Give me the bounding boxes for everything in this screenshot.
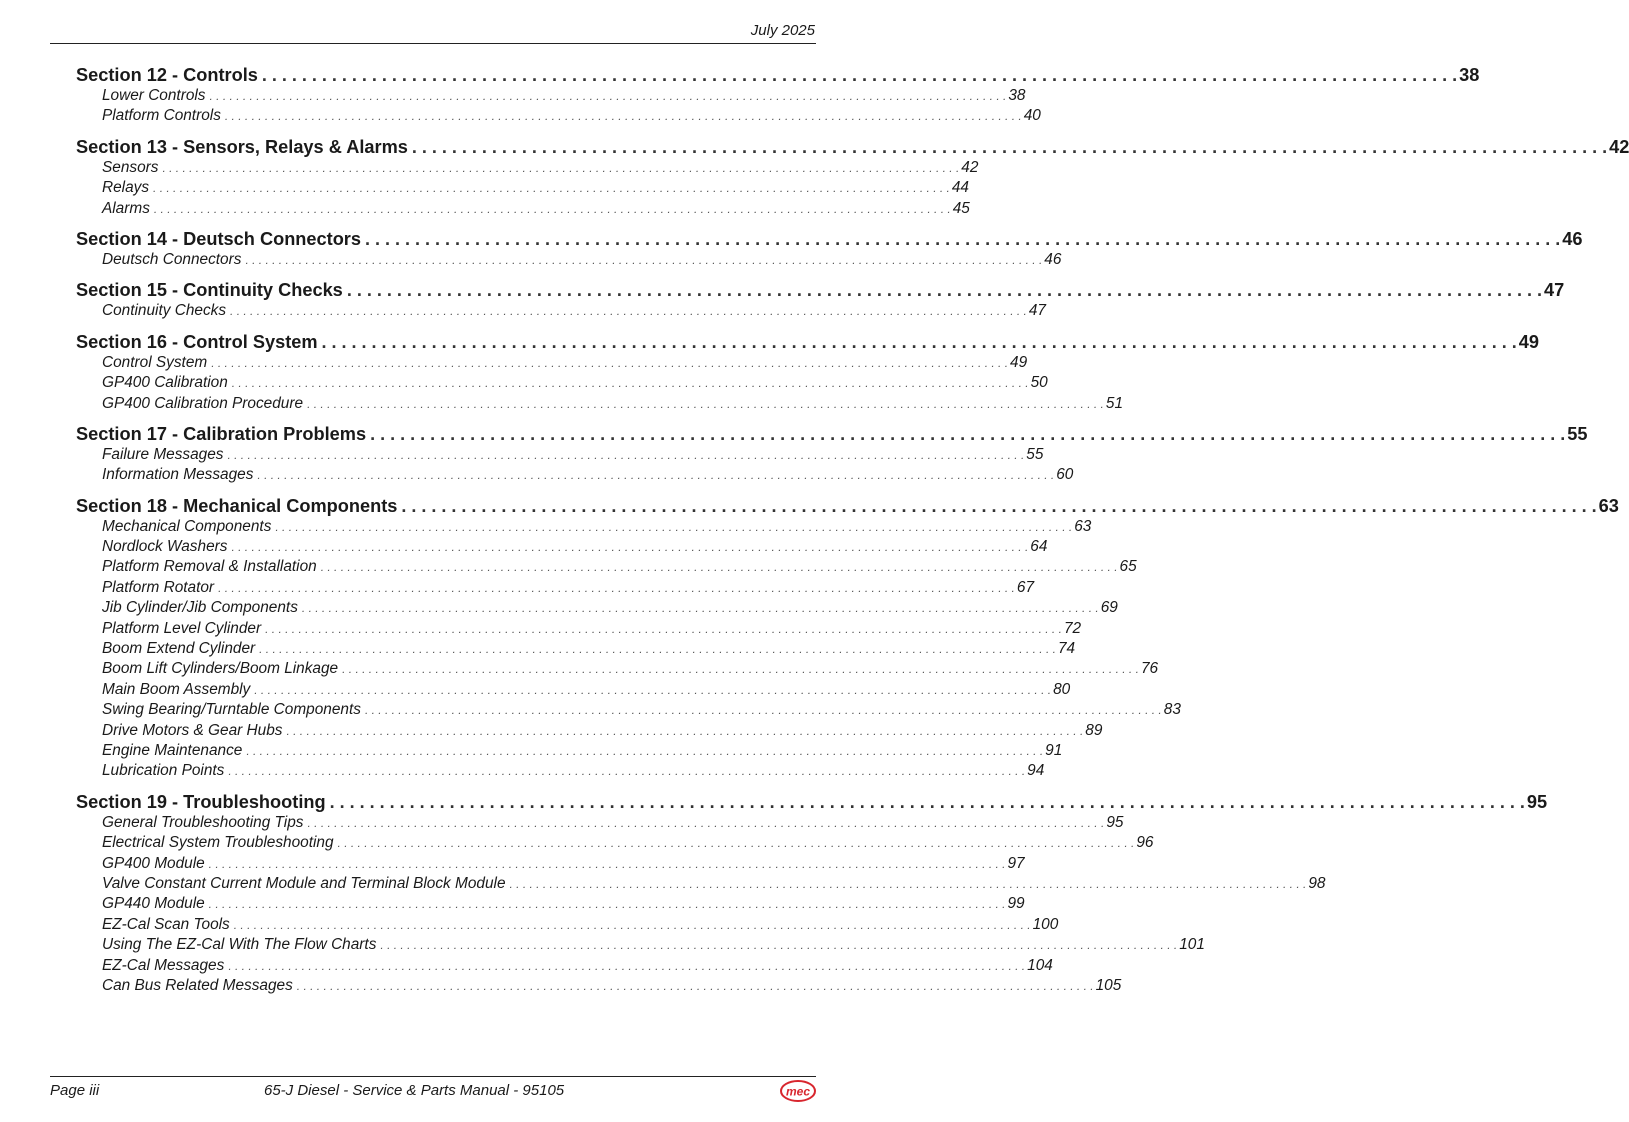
dot-leader: . . . . . . . . . . . . . . . . . . . . . . . . . . . . . . . . . . . . . . . . . . . . . . . . . . . . . . . . . . . . . . . . . . . . . . . . . . . . . . . . . . . . . . . . . . . . . . . . . . . . . . . . . . . . . . . . . . . . . . . . [208,856,1006,871]
toc-entry-page: 44 [951,179,969,197]
toc-entry-page: 94 [1027,762,1045,780]
toc-entry-page: 67 [1016,578,1035,596]
toc-entry-page: 80 [1053,680,1071,698]
toc-entry-page: 64 [1030,538,1048,556]
dot-leader: . . . . . . . . . . . . . . . . . . . . . . . . . . . . . . . . . . . . . . . . . . . . . . . . . . . . . . . . . . . . . . . . . . . . . . . . . . . . . . . . . . . . . . . . . . . . . . . . . . . . . . . . . . . . . . . . . . . . . . . . [321,331,1517,352]
toc-entry-title: Jib Cylinder/Jib Components [102,598,302,618]
toc-entry[interactable] [76,373,1048,393]
toc-entry[interactable] [76,976,1122,996]
dot-leader: . . . . . . . . . . . . . . . . . . . . . . . . . . . . . . . . . . . . . . . . . . . . . . . . . . . . . . . . . . . . . . . . . . . . . . . . . . . . . . . . . . . . . . . . . . . . . . . . . . . . . . . . . . . . . . . . . . . . . . . . [228,958,1026,973]
dot-leader: . . . . . . . . . . . . . . . . . . . . . . . . . . . . . . . . . . . . . . . . . . . . . . . . . . . . . . . . . . . . . . . . . . . . . . . . . . . . . . . . . . . . . . . . . . . . . . . . . . . . . . . . . . . . . . . . . . . . . . . . [307,815,1105,830]
dot-leader: . . . . . . . . . . . . . . . . . . . . . . . . . . . . . . . . . . . . . . . . . . . . . . . . . . . . . . . . . . . . . . . . . . . . . . . . . . . . . . . . . . . . . . . . . . . . . . . . . . . . . . . . . . . . . . . . . . . . . . . . [231,540,1029,555]
toc-entry-title: Engine Maintenance [102,741,246,761]
dot-leader: . . . . . . . . . . . . . . . . . . . . . . . . . . . . . . . . . . . . . . . . . . . . . . . . . . . . . . . . . . . . . . . . . . . . . . . . . . . . . . . . . . . . . . . . . . . . . . . . . . . . . . . . . . . . . . . . . . . . . . . . [153,201,951,216]
toc-entry-page: 99 [1007,895,1025,913]
toc-entry-page: 83 [1163,701,1181,719]
dot-leader: . . . . . . . . . . . . . . . . . . . . . . . . . . . . . . . . . . . . . . . . . . . . . . . . . . . . . . . . . . . . . . . . . . . . . . . . . . . . . . . . . . . . . . . . . . . . . . . . . . . . . . . . . . . . . . . . . . . . . . . . [245,252,1043,267]
toc-entry[interactable] [76,700,1181,720]
dot-leader: . . . . . . . . . . . . . . . . . . . . . . . . . . . . . . . . . . . . . . . . . . . . . . . . . . . . . . . . . . . . . . . . . . . . . . . . . . . . . . . . . . . . . . . . . . . . . . . . . . . . . . . . . . . . . . . . . . . . . . . . [275,519,1073,534]
dot-leader: . . . . . . . . . . . . . . . . . . . . . . . . . . . . . . . . . . . . . . . . . . . . . . . . . . . . . . . . . . . . . . . . . . . . . . . . . . . . . . . . . . . . . . . . . . . . . . . . . . . . . . . . . . . . . . . . . . . . . . . . [370,423,1566,444]
dot-leader: . . . . . . . . . . . . . . . . . . . . . . . . . . . . . . . . . . . . . . . . . . . . . . . . . . . . . . . . . . . . . . . . . . . . . . . . . . . . . . . . . . . . . . . . . . . . . . . . . . . . . . . . . . . . . . . . . . . . . . . . [254,682,1052,697]
toc-entry-title: Mechanical Components [102,517,275,537]
toc-entry[interactable] [76,86,1026,106]
toc-entry-page: 105 [1095,976,1122,994]
toc-section [76,228,1583,270]
toc-section [76,423,1588,486]
dot-leader: . . . . . . . . . . . . . . . . . . . . . . . . . . . . . . . . . . . . . . . . . . . . . . . . . . . . . . . . . . . . . . . . . . . . . . . . . . . . . . . . . . . . . . . . . . . . . . . . . . . . . . . . . . . . . . . . . . . . . . . . [509,876,1307,891]
toc-entry[interactable] [76,854,1025,874]
section-heading[interactable] [76,136,1629,158]
toc-entry-page: 91 [1045,741,1063,759]
footer [50,1080,816,1104]
toc-entry-title: Using The EZ-Cal With The Flow Charts [102,935,380,955]
footer-page-number: Page iii [50,1082,100,1099]
dot-leader: . . . . . . . . . . . . . . . . . . . . . . . . . . . . . . . . . . . . . . . . . . . . . . . . . . . . . . . . . . . . . . . . . . . . . . . . . . . . . . . . . . . . . . . . . . . . . . . . . . . . . . . . . . . . . . . . . . . . . . . . [320,560,1118,575]
toc-entry-title: Failure Messages [102,445,227,465]
toc-entry-page: 47 [1028,302,1046,320]
toc-entry[interactable] [76,537,1048,557]
dot-leader: . . . . . . . . . . . . . . . . . . . . . . . . . . . . . . . . . . . . . . . . . . . . . . . . . . . . . . . . . . . . . . . . . . . . . . . . . . . . . . . . . . . . . . . . . . . . . . . . . . . . . . . . . . . . . . . . . . . . . . . . [257,468,1055,483]
toc-entry-page: 100 [1032,915,1059,933]
toc-entry[interactable] [76,199,970,219]
toc-entry[interactable] [76,956,1053,976]
toc-entry[interactable] [76,894,1025,914]
section-heading[interactable] [76,791,1548,813]
dot-leader: . . . . . . . . . . . . . . . . . . . . . . . . . . . . . . . . . . . . . . . . . . . . . . . . . . . . . . . . . . . . . . . . . . . . . . . . . . . . . . . . . . . . . . . . . . . . . . . . . . . . . . . . . . . . . . . . . . . . . . . . [296,978,1094,993]
dot-leader: . . . . . . . . . . . . . . . . . . . . . . . . . . . . . . . . . . . . . . . . . . . . . . . . . . . . . . . . . . . . . . . . . . . . . . . . . . . . . . . . . . . . . . . . . . . . . . . . . . . . . . . . . . . . . . . . . . . . . . . . [307,396,1104,411]
toc-entry[interactable] [76,250,1062,270]
toc-entry[interactable] [76,598,1118,618]
section-heading[interactable] [76,423,1588,445]
section-heading[interactable] [76,331,1540,353]
toc-entry-page: 45 [952,199,970,217]
section-heading-title: Section 19 - Troubleshooting [76,791,330,813]
toc-entry[interactable] [76,619,1082,639]
toc-entry-title: Boom Lift Cylinders/Boom Linkage [102,659,342,679]
dot-leader: . . . . . . . . . . . . . . . . . . . . . . . . . . . . . . . . . . . . . . . . . . . . . . . . . . . . . . . . . . . . . . . . . . . . . . . . . . . . . . . . . . . . . . . . . . . . . . . . . . . . . . . . . . . . . . . . . . . . . . . . [380,938,1178,953]
toc-entry[interactable] [76,915,1059,935]
dot-leader: . . . . . . . . . . . . . . . . . . . . . . . . . . . . . . . . . . . . . . . . . . . . . . . . . . . . . . . . . . . . . . . . . . . . . . . . . . . . . . . . . . . . . . . . . . . . . . . . . . . . . . . . . . . . . . . . . . . . . . . . [286,723,1084,738]
toc-entry-title: GP400 Calibration Procedure [102,394,307,414]
section-heading-page: 47 [1544,280,1565,301]
section-heading-page: 42 [1609,136,1629,157]
dot-leader: . . . . . . . . . . . . . . . . . . . . . . . . . . . . . . . . . . . . . . . . . . . . . . . . . . . . . . . . . . . . . . . . . . . . . . . . . . . . . . . . . . . . . . . . . . . . . . . . . . . . . . . . . . . . . . . . . . . . . . . . [227,447,1025,462]
toc-entry-page: 49 [1010,353,1028,371]
section-heading[interactable] [76,228,1583,250]
toc-entry-page: 97 [1007,854,1025,872]
section-heading-page: 95 [1526,791,1548,812]
dot-leader: . . . . . . . . . . . . . . . . . . . . . . . . . . . . . . . . . . . . . . . . . . . . . . . . . . . . . . . . . . . . . . . . . . . . . . . . . . . . . . . . . . . . . . . . . . . . . . . . . . . . . . . . . . . . . . . . . . . . . . . . [337,836,1135,851]
toc-entry[interactable] [76,445,1044,465]
toc-entry-title: Nordlock Washers [102,537,231,557]
toc-section [76,331,1540,414]
toc-entry-title: Valve Constant Current Module and Terminal Block Module [102,874,510,894]
toc-entry[interactable] [76,874,1326,894]
toc-entry[interactable] [76,639,1076,659]
section-heading-title: Section 17 - Calibration Problems [76,423,370,445]
dot-leader: . . . . . . . . . . . . . . . . . . . . . . . . . . . . . . . . . . . . . . . . . . . . . . . . . . . . . . . . . . . . . . . . . . . . . . . . . . . . . . . . . . . . . . . . . . . . . . . . . . . . . . . . . . . . . . . . . . . . . . . . [209,89,1007,103]
toc-entry-title: GP440 Module [102,894,209,914]
dot-leader: . . . . . . . . . . . . . . . . . . . . . . . . . . . . . . . . . . . . . . . . . . . . . . . . . . . . . . . . . . . . . . . . . . . . . . . . . . . . . . . . . . . . . . . . . . . . . . . . . . . . . . . . . . . . . . . . . . . . . . . . [162,160,960,175]
toc-section [76,495,1619,782]
mec-logo-icon [780,1080,816,1102]
toc-entry-title: Platform Removal & Installation [102,557,321,577]
dot-leader: . . . . . . . . . . . . . . . . . . . . . . . . . . . . . . . . . . . . . . . . . . . . . . . . . . . . . . . . . . . . . . . . . . . . . . . . . . . . . . . . . . . . . . . . . . . . . . . . . . . . . . . . . . . . . . . . . . . . . . . . [401,495,1597,516]
toc-entry-page: 69 [1100,599,1118,617]
dot-leader: . . . . . . . . . . . . . . . . . . . . . . . . . . . . . . . . . . . . . . . . . . . . . . . . . . . . . . . . . . . . . . . . . . . . . . . . . . . . . . . . . . . . . . . . . . . . . . . . . . . . . . . . . . . . . . . . . . . . . . . . [301,601,1099,616]
toc-entry[interactable] [76,301,1046,321]
toc-entry-title: Lubrication Points [102,761,228,781]
toc-entry-title: Electrical System Troubleshooting [102,833,338,853]
dot-leader: . . . . . . . . . . . . . . . . . . . . . . . . . . . . . . . . . . . . . . . . . . . . . . . . . . . . . . . . . . . . . . . . . . . . . . . . . . . . . . . . . . . . . . . . . . . . . . . . . . . . . . . . . . . . . . . . . . . . . . . . [364,703,1162,718]
section-heading-page: 55 [1567,423,1588,444]
dot-leader: . . . . . . . . . . . . . . . . . . . . . . . . . . . . . . . . . . . . . . . . . . . . . . . . . . . . . . . . . . . . . . . . . . . . . . . . . . . . . . . . . . . . . . . . . . . . . . . . . . . . . . . . . . . . . . . . . . . . . . . . [246,743,1044,758]
toc-entry-page: 42 [961,158,979,176]
toc-entry[interactable] [76,813,1124,833]
table-of-contents [76,64,1629,1005]
mec-logo-text: mec [785,1084,811,1099]
toc-entry-page: 46 [1044,250,1062,268]
dot-leader: . . . . . . . . . . . . . . . . . . . . . . . . . . . . . . . . . . . . . . . . . . . . . . . . . . . . . . . . . . . . . . . . . . . . . . . . . . . . . . . . . . . . . . . . . . . . . . . . . . . . . . . . . . . . . . . . . . . . . . . . [259,642,1056,657]
toc-entry-title: Platform Level Cylinder [102,619,265,639]
toc-entry[interactable] [76,680,1071,700]
toc-entry-page: 98 [1308,874,1326,892]
toc-entry[interactable] [76,465,1074,485]
dot-leader: . . . . . . . . . . . . . . . . . . . . . . . . . . . . . . . . . . . . . . . . . . . . . . . . . . . . . . . . . . . . . . . . . . . . . . . . . . . . . . . . . . . . . . . . . . . . . . . . . . . . . . . . . . . . . . . . . . . . . . . . [365,228,1561,249]
toc-entry-title: Alarms [102,199,154,219]
toc-entry-title: Platform Controls [102,106,225,126]
section-heading-page: 46 [1562,228,1583,249]
dot-leader: . . . . . . . . . . . . . . . . . . . . . . . . . . . . . . . . . . . . . . . . . . . . . . . . . . . . . . . . . . . . . . . . . . . . . . . . . . . . . . . . . . . . . . . . . . . . . . . . . . . . . . . . . . . . . . . . . . . . . . . . [411,136,1608,157]
section-heading-page: 63 [1598,495,1619,516]
toc-entry-page: 40 [1023,107,1041,125]
toc-entry-title: Sensors [102,158,162,178]
dot-leader: . . . . . . . . . . . . . . . . . . . . . . . . . . . . . . . . . . . . . . . . . . . . . . . . . . . . . . . . . . . . . . . . . . . . . . . . . . . . . . . . . . . . . . . . . . . . . . . . . . . . . . . . . . . . . . . . . . . . . . . . [153,181,950,196]
footer-manual-title: 65-J Diesel - Service & Parts Manual - 95105 [264,1082,565,1099]
toc-entry[interactable] [76,935,1205,955]
section-heading-title: Section 16 - Control System [76,331,322,353]
toc-section [76,791,1548,997]
toc-entry-title: Deutsch Connectors [102,250,245,270]
footer-rule [50,1076,816,1077]
toc-entry-title: GP400 Calibration [102,373,232,393]
section-heading-title: Section 15 - Continuity Checks [76,279,347,301]
toc-entry[interactable] [76,761,1045,781]
toc-entry-title: EZ-Cal Messages [102,956,228,976]
section-heading[interactable] [76,64,1480,86]
toc-entry[interactable] [76,394,1124,414]
dot-leader: . . . . . . . . . . . . . . . . . . . . . . . . . . . . . . . . . . . . . . . . . . . . . . . . . . . . . . . . . . . . . . . . . . . . . . . . . . . . . . . . . . . . . . . . . . . . . . . . . . . . . . . . . . . . . . . . . . . . . . . . [233,917,1031,932]
toc-entry[interactable] [76,557,1137,577]
toc-entry-page: 63 [1074,517,1092,535]
section-heading-title: Section 12 - Controls [76,64,262,86]
toc-entry-title: GP400 Module [102,854,209,874]
toc-entry[interactable] [76,741,1063,761]
section-heading-title: Section 14 - Deutsch Connectors [76,228,365,250]
dot-leader: . . . . . . . . . . . . . . . . . . . . . . . . . . . . . . . . . . . . . . . . . . . . . . . . . . . . . . . . . . . . . . . . . . . . . . . . . . . . . . . . . . . . . . . . . . . . . . . . . . . . . . . . . . . . . . . . . . . . . . . . [265,621,1062,636]
toc-section [76,64,1480,127]
toc-entry[interactable] [76,178,969,198]
toc-section [76,136,1629,219]
dot-leader: . . . . . . . . . . . . . . . . . . . . . . . . . . . . . . . . . . . . . . . . . . . . . . . . . . . . . . . . . . . . . . . . . . . . . . . . . . . . . . . . . . . . . . . . . . . . . . . . . . . . . . . . . . . . . . . . . . . . . . . . [211,355,1009,370]
toc-entry-title: Can Bus Related Messages [102,976,297,996]
dot-leader: . . . . . . . . . . . . . . . . . . . . . . . . . . . . . . . . . . . . . . . . . . . . . . . . . . . . . . . . . . . . . . . . . . . . . . . . . . . . . . . . . . . . . . . . . . . . . . . . . . . . . . . . . . . . . . . . . . . . . . . . [342,662,1139,677]
toc-entry-page: 65 [1119,558,1137,576]
toc-entry-page: 101 [1179,936,1205,954]
toc-entry-title: Continuity Checks [102,301,230,321]
dot-leader: . . . . . . . . . . . . . . . . . . . . . . . . . . . . . . . . . . . . . . . . . . . . . . . . . . . . . . . . . . . . . . . . . . . . . . . . . . . . . . . . . . . . . . . . . . . . . . . . . . . . . . . . . . . . . . . . . . . . . . . . [228,764,1026,779]
dot-leader: . . . . . . . . . . . . . . . . . . . . . . . . . . . . . . . . . . . . . . . . . . . . . . . . . . . . . . . . . . . . . . . . . . . . . . . . . . . . . . . . . . . . . . . . . . . . . . . . . . . . . . . . . . . . . . . . . . . . . . . . [230,304,1027,319]
toc-entry[interactable] [76,353,1028,373]
dot-leader: . . . . . . . . . . . . . . . . . . . . . . . . . . . . . . . . . . . . . . . . . . . . . . . . . . . . . . . . . . . . . . . . . . . . . . . . . . . . . . . . . . . . . . . . . . . . . . . . . . . . . . . . . . . . . . . . . . . . . . . . [346,280,1543,301]
toc-entry-title: General Troubleshooting Tips [102,813,307,833]
toc-entry[interactable] [76,578,1035,598]
dot-leader: . . . . . . . . . . . . . . . . . . . . . . . . . . . . . . . . . . . . . . . . . . . . . . . . . . . . . . . . . . . . . . . . . . . . . . . . . . . . . . . . . . . . . . . . . . . . . . . . . . . . . . . . . . . . . . . . . . . . . . . . [218,580,1015,595]
dot-leader: . . . . . . . . . . . . . . . . . . . . . . . . . . . . . . . . . . . . . . . . . . . . . . . . . . . . . . . . . . . . . . . . . . . . . . . . . . . . . . . . . . . . . . . . . . . . . . . . . . . . . . . . . . . . . . . . . . . . . . . . [329,791,1525,812]
toc-entry-title: Swing Bearing/Turntable Components [102,700,365,720]
toc-entry-title: Main Boom Assembly [102,680,254,700]
section-heading-title: Section 18 - Mechanical Components [76,495,401,517]
toc-entry-page: 95 [1106,813,1124,831]
header-rule [50,43,816,44]
dot-leader: . . . . . . . . . . . . . . . . . . . . . . . . . . . . . . . . . . . . . . . . . . . . . . . . . . . . . . . . . . . . . . . . . . . . . . . . . . . . . . . . . . . . . . . . . . . . . . . . . . . . . . . . . . . . . . . . . . . . . . . . [208,897,1006,912]
toc-entry-page: 104 [1027,956,1053,974]
toc-entry-title: EZ-Cal Scan Tools [102,915,234,935]
toc-entry-page: 60 [1056,466,1074,484]
toc-entry-page: 96 [1136,834,1154,852]
section-heading-page: 49 [1518,331,1540,352]
toc-entry-title: Control System [102,353,211,373]
toc-entry-page: 72 [1063,619,1082,637]
toc-entry[interactable] [76,106,1041,126]
toc-entry[interactable] [76,517,1092,537]
toc-entry-page: 51 [1105,394,1124,412]
toc-entry[interactable] [76,659,1159,679]
header-date: July 2025 [750,22,815,39]
toc-entry-title: Information Messages [102,465,257,485]
toc-entry-page: 76 [1140,660,1159,678]
section-heading[interactable] [76,279,1565,301]
dot-leader: . . . . . . . . . . . . . . . . . . . . . . . . . . . . . . . . . . . . . . . . . . . . . . . . . . . . . . . . . . . . . . . . . . . . . . . . . . . . . . . . . . . . . . . . . . . . . . . . . . . . . . . . . . . . . . . . . . . . . . . . [231,376,1029,391]
toc-entry-page: 74 [1057,640,1076,658]
toc-entry[interactable] [76,158,979,178]
toc-entry[interactable] [76,721,1103,741]
toc-entry-page: 89 [1085,721,1103,739]
toc-entry-title: Drive Motors & Gear Hubs [102,721,286,741]
section-heading[interactable] [76,495,1619,517]
toc-entry-page: 55 [1026,445,1044,463]
dot-leader: . . . . . . . . . . . . . . . . . . . . . . . . . . . . . . . . . . . . . . . . . . . . . . . . . . . . . . . . . . . . . . . . . . . . . . . . . . . . . . . . . . . . . . . . . . . . . . . . . . . . . . . . . . . . . . . . . . . . . . . . [224,109,1022,124]
toc-entry-page: 38 [1008,87,1026,104]
toc-entry-title: Platform Rotator [102,578,218,598]
toc-entry-title: Boom Extend Cylinder [102,639,259,659]
toc-entry-title: Relays [102,178,153,198]
toc-section [76,279,1565,321]
toc-entry-page: 50 [1030,374,1048,392]
dot-leader: . . . . . . . . . . . . . . . . . . . . . . . . . . . . . . . . . . . . . . . . . . . . . . . . . . . . . . . . . . . . . . . . . . . . . . . . . . . . . . . . . . . . . . . . . . . . . . . . . . . . . . . . . . . . . . . . . . . . . . . . [261,65,1458,85]
section-heading-page: 38 [1459,65,1480,85]
toc-entry-title: Lower Controls [102,86,210,106]
toc-entry[interactable] [76,833,1154,853]
section-heading-title: Section 13 - Sensors, Relays & Alarms [76,136,412,158]
